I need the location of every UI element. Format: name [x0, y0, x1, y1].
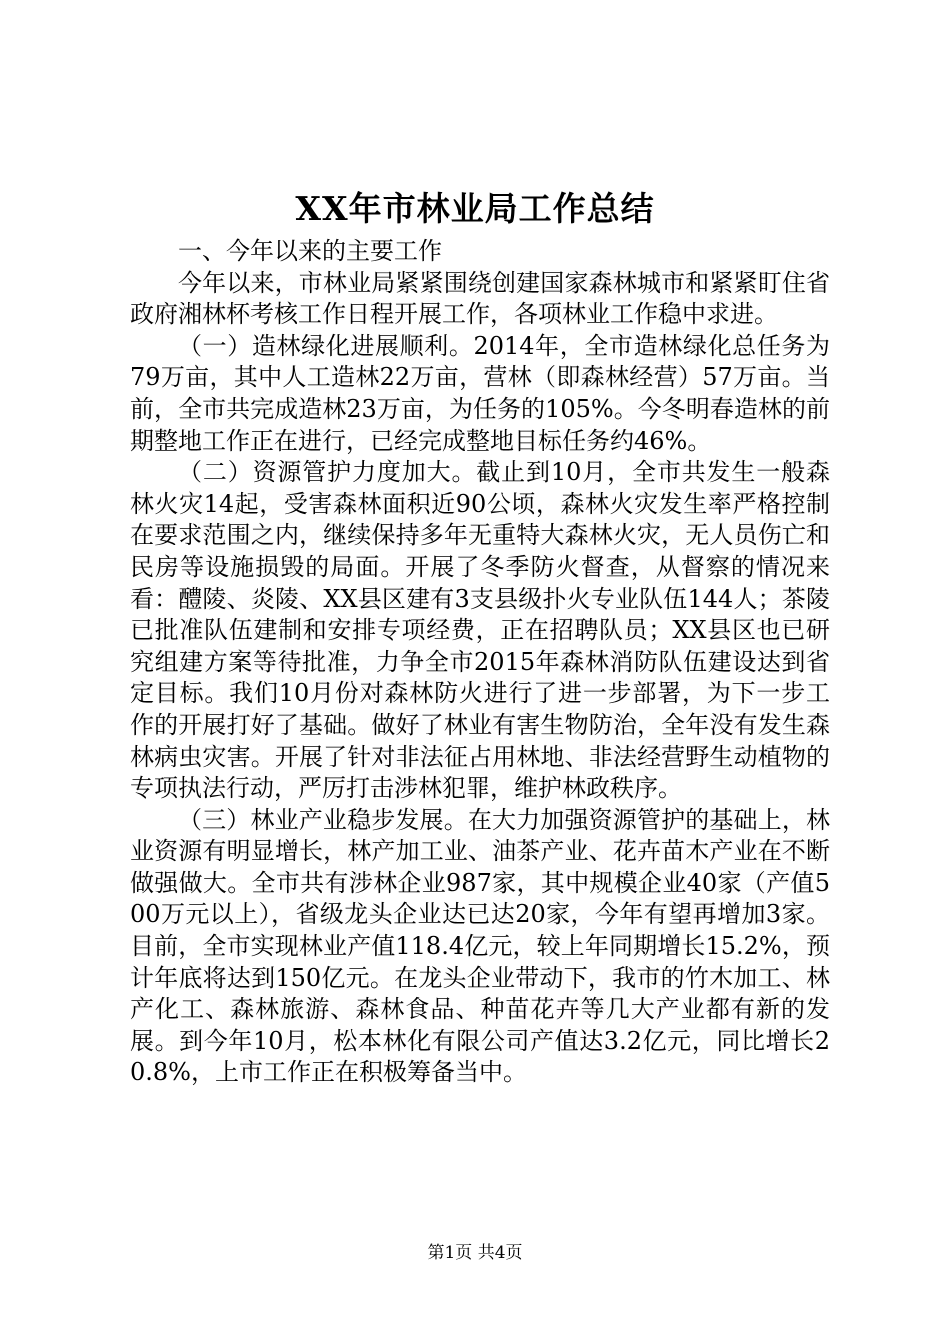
document-title: XX年市林业局工作总结 — [295, 189, 655, 228]
page-number: 第1页 共4页 — [427, 1243, 523, 1263]
paragraph-afforestation: （一）造林绿化进展顺利。2014年，全市造林绿化总任务为79万亩，其中人工造林22万亩，营林（即森林经营）57万亩。当前，全市共完成造林23万亩，为任务的105%。今冬明春造林的前期整地工作正在进行，已经完成整地目标任务约46%。 — [130, 331, 830, 455]
paragraph-forestry-industry: （三）林业产业稳步发展。在大力加强资源管护的基础上，林业资源有明显增长，林产加工业、油茶产业、花卉苗木产业在不断做强做大。全市共有涉林企业987家，其中规模企业40家（产值500万元以上），省级龙头企业达已达20家，今年有望再增加3家。目前，全市实现林业产值118.4亿元，较上年同期增长15.2%，预计年底将达到150亿元。在龙头企业带动下，我市的竹木加工、林产化工、森林旅游、森林食品、种苗花卉等几大产业都有新的发展。到今年10月，松本林化有限公司产值达3.2亿元，同比增长20.8%，上市工作正在积极筹备当中。 — [130, 805, 830, 1087]
paragraph-intro: 今年以来，市林业局紧紧围绕创建国家森林城市和紧紧盯住省政府湘林杯考核工作日程开展工作，各项林业工作稳中求进。 — [130, 268, 830, 329]
section-heading: 一、今年以来的主要工作 — [178, 237, 442, 265]
paragraph-resource-protection: （二）资源管护力度加大。截止到10月，全市共发生一般森林火灾14起，受害森林面积近90公顷，森林火灾发生率严格控制在要求范围之内，继续保持多年无重特大森林火灾，无人员伤亡和民房等设施损毁的局面。开展了冬季防火督查，从督察的情况来看：醴陵、炎陵、XX县区建有3支县级扑火专业队伍144人；茶陵已批准队伍建制和安排专项经费，正在招聘队员；XX县区也已研究组建方案等待批准，力争全市2015年森林消防队伍建设达到省定目标。我们10月份对森林防火进行了进一步部署，为下一步工作的开展打好了基础。做好了林业有害生物防治，全年没有发生森林病虫灾害。开展了针对非法征占用林地、非法经营野生动植物的专项执法行动，严厉打击涉林犯罪，维护林政秩序。 — [130, 458, 830, 803]
document-body — [130, 236, 830, 1089]
